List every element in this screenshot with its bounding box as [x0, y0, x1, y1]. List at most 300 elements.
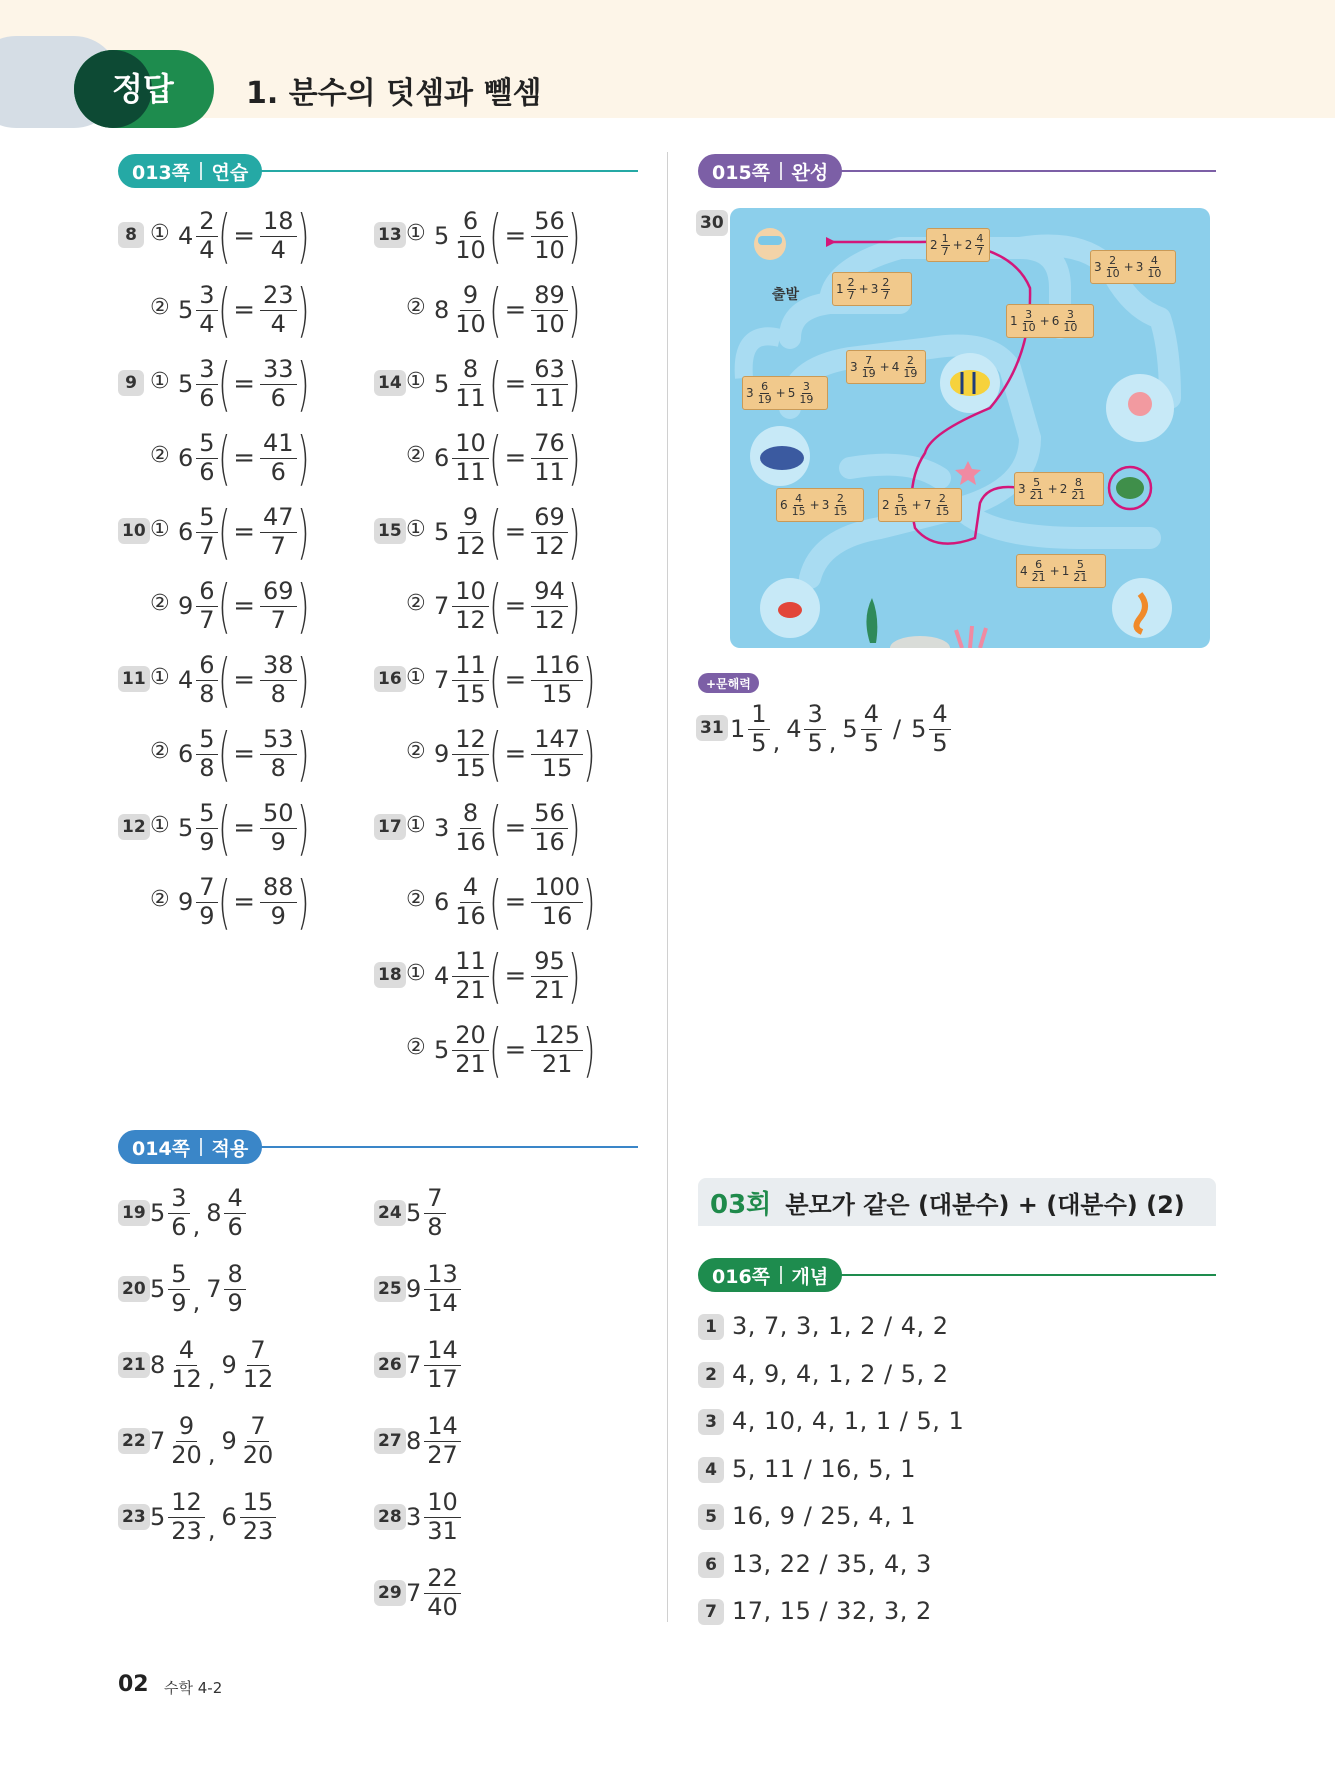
improper-fraction — [531, 356, 568, 411]
fraction — [196, 726, 217, 781]
fraction — [224, 1185, 245, 1240]
denominator: 7 — [847, 288, 855, 302]
denominator: 7 — [941, 244, 949, 258]
whole-number: 5 — [842, 715, 858, 743]
improper-fraction — [260, 430, 297, 485]
question-number: 14 — [374, 370, 406, 396]
plus-sign: + — [1049, 564, 1060, 578]
question-number: 23 — [118, 1504, 150, 1530]
equals-sign: = — [504, 295, 527, 325]
numerator: 100 — [531, 874, 583, 902]
close-paren: ) — [583, 646, 596, 714]
denominator: 12 — [171, 1364, 202, 1393]
close-paren: ) — [567, 350, 581, 418]
section-016 — [698, 1258, 1216, 1292]
whole-number: 6 — [178, 444, 194, 472]
whole-number: 5 — [911, 715, 927, 743]
answer-expression — [178, 498, 310, 566]
plus-sign: + — [858, 282, 869, 296]
numerator: 3 — [1066, 307, 1074, 321]
close-paren: ) — [583, 720, 596, 788]
denominator: 16 — [534, 827, 565, 856]
whole-number: 7 — [923, 498, 932, 512]
whole-number: 3 — [1094, 260, 1102, 274]
whole-number: 3 — [1018, 482, 1026, 496]
numerator: 3 — [196, 356, 217, 384]
sub-number: ① — [150, 665, 170, 690]
section-page: 015쪽 — [712, 161, 771, 184]
fraction — [168, 1489, 205, 1544]
numerator: 6 — [460, 208, 481, 236]
fraction — [452, 948, 489, 1003]
denominator: 19 — [799, 392, 814, 406]
denominator: 8 — [270, 753, 286, 782]
answer-expression — [434, 202, 581, 270]
improper-fraction — [531, 430, 568, 485]
denominator: 8 — [199, 753, 215, 782]
round-number: 03회 — [710, 1189, 772, 1220]
close-paren: ) — [567, 424, 581, 492]
numerator: 7 — [865, 353, 873, 367]
sub-number: ② — [150, 295, 170, 320]
open-paren: ( — [488, 794, 502, 862]
whole-number: 5 — [150, 1199, 166, 1227]
answer-text: 16, 9 / 25, 4, 1 — [732, 1502, 917, 1530]
close-paren: ) — [296, 424, 310, 492]
whole-number: 9 — [178, 888, 194, 916]
comma: , — [192, 1212, 201, 1240]
sub-number: ② — [150, 591, 170, 616]
numerator: 8 — [460, 800, 481, 828]
answer-expression — [434, 498, 581, 566]
numerator: 56 — [531, 208, 568, 236]
whole-number: 2 — [964, 238, 973, 252]
denominator: 15 — [455, 679, 486, 708]
whole-number: 9 — [406, 1275, 422, 1303]
denominator: 10 — [534, 309, 565, 338]
answer-expression — [150, 1488, 277, 1546]
denominator: 12 — [534, 531, 565, 560]
open-paren: ( — [488, 350, 502, 418]
sub-number: ② — [150, 887, 170, 912]
sub-number: ② — [406, 295, 426, 320]
numerator: 147 — [531, 726, 583, 754]
numerator: 3 — [1025, 307, 1033, 321]
fraction — [240, 1489, 277, 1544]
denominator: 12 — [455, 531, 486, 560]
fraction — [804, 701, 825, 756]
answer-text: 4, 10, 4, 1, 1 / 5, 1 — [732, 1407, 965, 1435]
whole-number: 8 — [150, 1351, 166, 1379]
whole-number: 5 — [434, 1036, 450, 1064]
whole-number: 3 — [821, 498, 830, 512]
fraction — [861, 701, 882, 756]
denominator: 9 — [227, 1288, 243, 1317]
maze-card — [1016, 554, 1106, 588]
equals-sign: = — [504, 887, 527, 917]
fraction — [196, 430, 217, 485]
fraction — [424, 1261, 461, 1316]
fraction — [240, 1337, 277, 1392]
answer-expression — [406, 1488, 462, 1546]
sub-number: ① — [150, 221, 170, 246]
whole-number: 6 — [221, 1503, 237, 1531]
sub-number: ② — [406, 443, 426, 468]
denominator: 10 — [1147, 266, 1162, 280]
equals-sign: = — [233, 665, 255, 695]
fraction — [1105, 255, 1121, 279]
equals-sign: = — [233, 591, 255, 621]
denominator: 15 — [833, 504, 848, 518]
maze-card — [832, 272, 912, 306]
denominator: 10 — [534, 235, 565, 264]
comma: , — [192, 1288, 201, 1316]
question-number: 17 — [374, 814, 406, 840]
sub-number: ① — [406, 369, 426, 394]
denominator: 11 — [534, 383, 565, 412]
question-number: 8 — [118, 222, 144, 248]
fraction — [929, 701, 950, 756]
fish-icon — [950, 370, 990, 396]
question-number: 27 — [374, 1428, 406, 1454]
numerator: 76 — [531, 430, 568, 458]
fraction — [1062, 309, 1078, 333]
close-paren: ) — [296, 498, 310, 566]
plus-sign: + — [952, 238, 963, 252]
numerator: 4 — [795, 491, 803, 505]
fraction — [452, 800, 489, 855]
close-paren: ) — [567, 794, 581, 862]
numerator: 2 — [196, 208, 217, 236]
question-number: 6 — [698, 1552, 724, 1578]
whole-number: 6 — [1051, 314, 1060, 328]
denominator: 19 — [757, 392, 772, 406]
whole-number: 5 — [434, 222, 450, 250]
denominator: 16 — [541, 901, 573, 930]
denominator: 7 — [270, 531, 286, 560]
answer-text: 13, 22 / 35, 4, 3 — [732, 1549, 932, 1578]
question-number: 7 — [698, 1599, 724, 1625]
denominator: 23 — [242, 1516, 274, 1545]
whole-number: 1 — [836, 282, 844, 296]
close-paren: ) — [296, 720, 310, 788]
sub-number: ② — [406, 887, 426, 912]
denominator: 20 — [242, 1440, 274, 1469]
denominator: 7 — [199, 531, 215, 560]
numerator: 5 — [196, 430, 217, 458]
fraction — [196, 208, 217, 263]
whole-number: 2 — [930, 238, 938, 252]
whole-number: 4 — [891, 360, 900, 374]
close-paren: ) — [567, 572, 581, 640]
numerator: 12 — [168, 1489, 205, 1517]
open-paren: ( — [217, 572, 231, 640]
denominator: 11 — [534, 457, 565, 486]
fraction — [452, 208, 489, 263]
section-page: 014쪽 — [132, 1137, 191, 1160]
question-number: 22 — [118, 1428, 150, 1454]
comma: , — [207, 1440, 216, 1468]
denominator: 4 — [270, 235, 286, 264]
whole-number: 5 — [406, 1199, 422, 1227]
close-paren: ) — [567, 202, 581, 270]
whole-number: 9 — [178, 592, 194, 620]
question-number: 28 — [374, 1504, 406, 1530]
whole-number: 3 — [870, 282, 879, 296]
section-page: 013쪽 — [132, 161, 191, 184]
sub-number: ② — [150, 739, 170, 764]
open-paren: ( — [488, 572, 502, 640]
numerator: 116 — [531, 652, 583, 680]
whole-number: 1 — [1061, 564, 1070, 578]
fraction — [881, 277, 890, 301]
numerator: 8 — [224, 1261, 245, 1289]
whole-number: 7 — [206, 1275, 222, 1303]
denominator: 6 — [227, 1212, 243, 1241]
close-paren: ) — [296, 572, 310, 640]
whole-number: 7 — [434, 666, 450, 694]
whole-number: 6 — [780, 498, 788, 512]
open-paren: ( — [217, 424, 231, 492]
equals-sign: = — [504, 665, 527, 695]
whole-number: 6 — [178, 740, 194, 768]
octopus-icon — [1128, 392, 1152, 416]
fraction — [452, 652, 489, 707]
maze-card — [1014, 472, 1104, 506]
question-number: 21 — [118, 1352, 150, 1378]
open-paren: ( — [217, 720, 231, 788]
improper-fraction — [531, 504, 568, 559]
fraction — [240, 1413, 277, 1468]
open-paren: ( — [488, 202, 502, 270]
numerator: 12 — [452, 726, 489, 754]
whole-number: 3 — [746, 386, 754, 400]
book-title: 수학 4-2 — [164, 1679, 223, 1697]
denominator: 21 — [455, 1049, 486, 1078]
denominator: 15 — [455, 753, 486, 782]
equals-sign: = — [504, 739, 527, 769]
denominator: 11 — [455, 383, 486, 412]
whole-number: 1 — [1010, 314, 1018, 328]
fraction — [1031, 559, 1047, 583]
numerator: 2 — [1109, 253, 1117, 267]
numerator: 95 — [531, 948, 568, 976]
whole-number: 5 — [434, 370, 450, 398]
answer-expression — [178, 720, 310, 788]
denominator: 21 — [455, 975, 486, 1004]
question-number: 4 — [698, 1457, 724, 1483]
section-type: 연습 — [211, 161, 249, 184]
denominator: 9 — [171, 1288, 187, 1317]
column-divider — [667, 152, 668, 1622]
question-number: 10 — [118, 518, 150, 544]
whole-number: 6 — [434, 888, 450, 916]
answer-expression — [150, 1336, 277, 1394]
denominator: 15 — [893, 504, 908, 518]
denominator: 31 — [427, 1516, 458, 1545]
denominator: 7 — [199, 605, 215, 634]
numerator: 56 — [531, 800, 568, 828]
denominator: 21 — [1073, 570, 1088, 584]
maze-card — [878, 488, 962, 522]
fraction — [934, 493, 950, 517]
answer-expression — [434, 424, 581, 492]
equals-sign: = — [233, 443, 255, 473]
whole-number: 9 — [434, 740, 450, 768]
denominator: 14 — [427, 1288, 458, 1317]
sub-number: ② — [406, 591, 426, 616]
numerator: 5 — [1076, 557, 1084, 571]
section-type: 적용 — [211, 1137, 249, 1160]
answer-expression — [150, 1412, 277, 1470]
improper-fraction — [531, 726, 583, 781]
equals-sign: = — [504, 961, 527, 991]
fraction — [1029, 477, 1045, 501]
whole-number: 5 — [434, 518, 450, 546]
answer-expression — [150, 1184, 247, 1242]
fraction — [798, 381, 814, 405]
section-013 — [118, 154, 638, 188]
whole-number: 8 — [206, 1199, 222, 1227]
whole-number: 3 — [850, 360, 858, 374]
fraction — [424, 1337, 461, 1392]
whole-number: 2 — [882, 498, 890, 512]
whole-number: 2 — [1059, 482, 1068, 496]
equals-sign: = — [504, 813, 527, 843]
answer-text: 4, 9, 4, 1, 2 / 5, 2 — [732, 1359, 949, 1388]
whole-number: 4 — [434, 962, 450, 990]
page-number: 02 — [118, 1672, 149, 1697]
plus-sign: + — [775, 386, 786, 400]
answer-expression — [178, 202, 310, 270]
equals-sign: = — [233, 369, 255, 399]
maze-figure — [730, 208, 1210, 648]
fraction — [196, 578, 217, 633]
improper-fraction — [531, 652, 583, 707]
sub-number: ① — [150, 813, 170, 838]
whole-number: 7 — [406, 1351, 422, 1379]
maze-card — [1090, 250, 1176, 284]
answer-expression — [178, 276, 310, 344]
answer-expression — [406, 1336, 462, 1394]
answer-expression — [434, 942, 581, 1010]
whole-number: 3 — [1135, 260, 1144, 274]
numerator: 13 — [424, 1261, 461, 1289]
open-paren: ( — [488, 868, 502, 936]
open-paren: ( — [217, 868, 231, 936]
fraction — [424, 1489, 461, 1544]
sub-number: ① — [406, 961, 426, 986]
denominator: 16 — [455, 827, 486, 856]
sub-number: ① — [406, 221, 426, 246]
whole-number: 5 — [178, 814, 194, 842]
denominator: 10 — [1021, 320, 1036, 334]
numerator: 6 — [1035, 557, 1043, 571]
answer-expression — [406, 1184, 447, 1242]
open-paren: ( — [488, 1016, 502, 1084]
denominator: 11 — [455, 457, 486, 486]
open-paren: ( — [488, 646, 502, 714]
answer-expression — [434, 868, 596, 936]
crab-icon — [778, 602, 802, 618]
improper-fraction — [531, 1022, 583, 1077]
denominator: 6 — [171, 1212, 187, 1241]
open-paren: ( — [488, 942, 502, 1010]
section-014 — [118, 1130, 638, 1164]
chapter-title: 1. 분수의 덧셈과 뺄셈 — [246, 76, 542, 111]
numerator: 3 — [168, 1185, 189, 1213]
question-number: 3 — [698, 1409, 724, 1435]
literacy-badge: +문해력 — [698, 673, 759, 693]
answer-expression — [434, 572, 581, 640]
numerator: 41 — [260, 430, 297, 458]
numerator: 11 — [452, 652, 489, 680]
numerator: 11 — [452, 948, 489, 976]
numerator: 20 — [452, 1022, 489, 1050]
denominator: 5 — [863, 728, 879, 757]
sub-number: ① — [150, 369, 170, 394]
denominator: 9 — [270, 901, 286, 930]
fraction — [452, 282, 489, 337]
numerator: 5 — [168, 1261, 189, 1289]
whole-number: 6 — [434, 444, 450, 472]
sub-number: ① — [406, 517, 426, 542]
comma: , — [772, 728, 781, 756]
fraction — [847, 277, 856, 301]
equals-sign: = — [504, 517, 527, 547]
comma: , — [207, 1364, 216, 1392]
equals-sign: = — [233, 813, 255, 843]
maze-card — [846, 350, 926, 384]
improper-fraction — [260, 652, 297, 707]
question-number: 30 — [696, 210, 728, 236]
denominator: 10 — [1105, 266, 1120, 280]
fraction — [196, 282, 217, 337]
numerator: 94 — [531, 578, 568, 606]
numerator: 9 — [176, 1413, 197, 1441]
denominator: 5 — [751, 728, 767, 757]
numerator: 4 — [224, 1185, 245, 1213]
whale-icon — [760, 446, 804, 470]
numerator: 14 — [424, 1337, 461, 1365]
numerator: 14 — [424, 1413, 461, 1441]
numerator: 69 — [531, 504, 568, 532]
numerator: 6 — [196, 652, 217, 680]
question-number: 31 — [696, 715, 728, 741]
improper-fraction — [260, 800, 297, 855]
close-paren: ) — [296, 202, 310, 270]
denominator: 12 — [455, 605, 486, 634]
comma: , — [828, 728, 837, 756]
numerator: 6 — [196, 578, 217, 606]
question-number: 20 — [118, 1276, 150, 1302]
denominator: 6 — [270, 383, 286, 412]
whole-number: 3 — [434, 814, 450, 842]
answer-expression — [434, 794, 581, 862]
fraction — [168, 1337, 205, 1392]
denominator: 8 — [199, 679, 215, 708]
close-paren: ) — [567, 498, 581, 566]
fraction — [893, 493, 909, 517]
numerator: 10 — [452, 578, 489, 606]
round-heading — [698, 1178, 1216, 1226]
equals-sign: = — [504, 369, 527, 399]
denominator: 4 — [199, 309, 215, 338]
comma: , — [207, 1516, 216, 1544]
plus-sign: + — [809, 498, 820, 512]
denominator: 27 — [427, 1440, 458, 1469]
fraction — [452, 430, 489, 485]
